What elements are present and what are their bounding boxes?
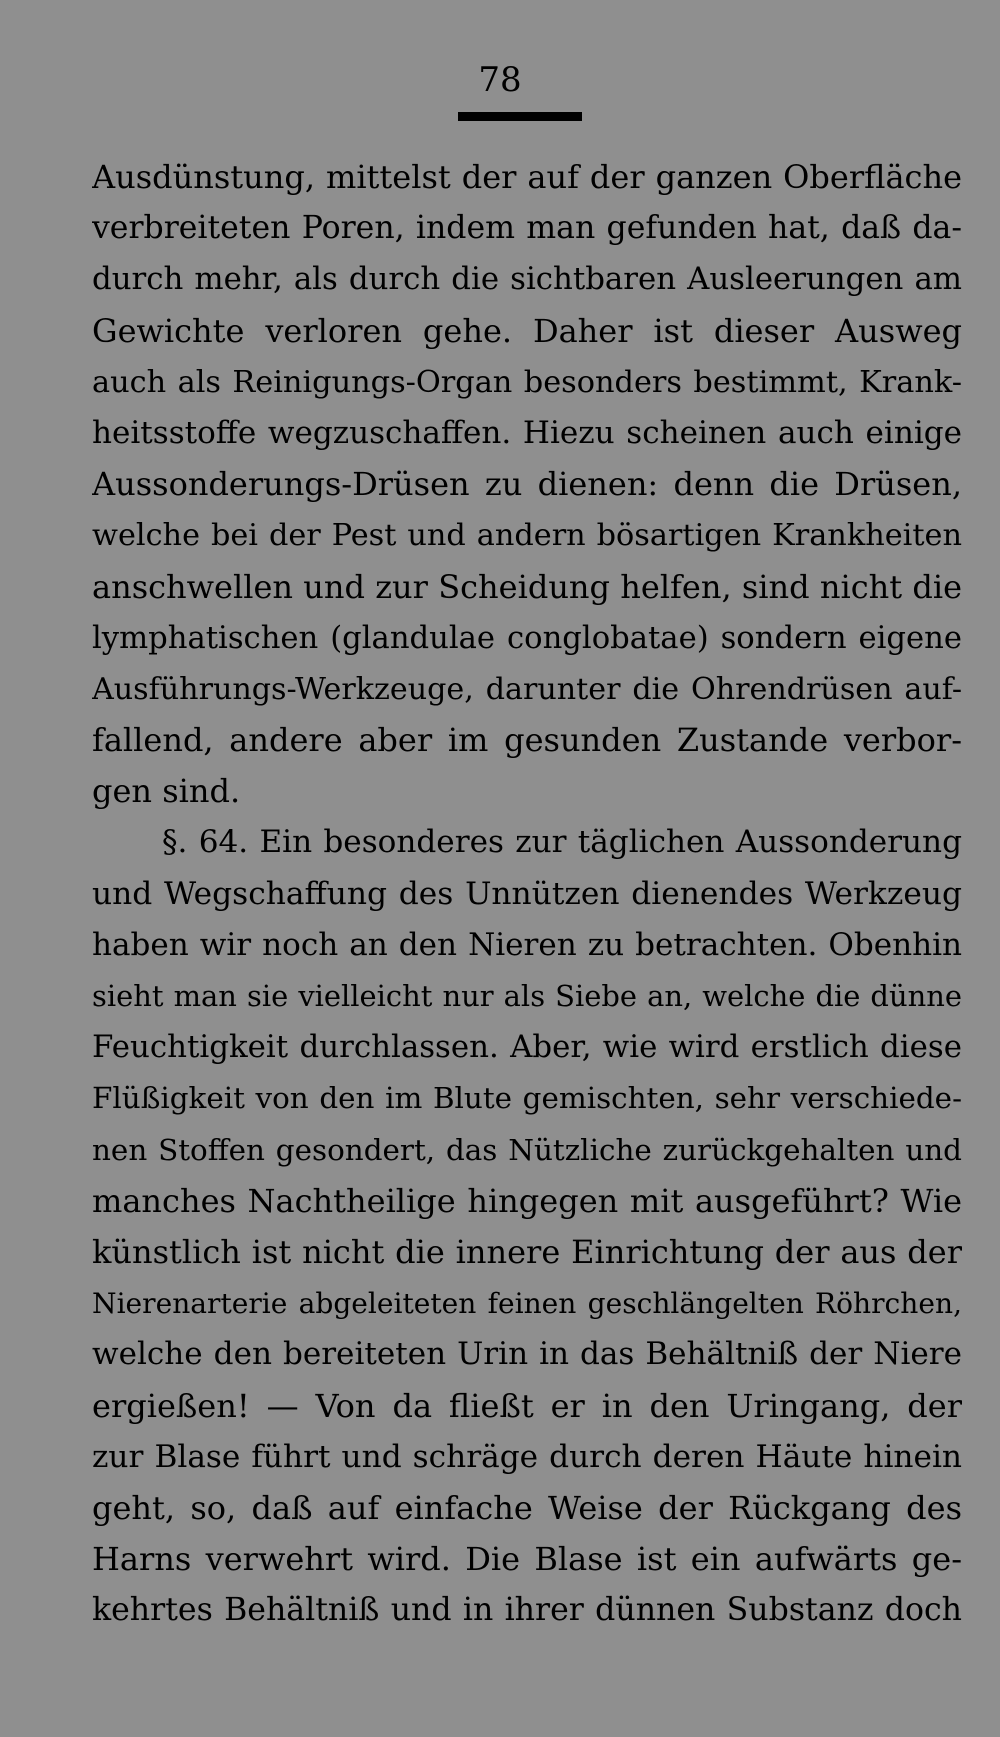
text-line: heitsstoffe wegzuschaffen. Hiezu scheinen auch einige xyxy=(92,414,962,451)
text-line: Feuchtigkeit durchlassen. Aber, wie wird erstlich diese xyxy=(92,1029,962,1066)
text-line: kehrtes Behältniß und in ihrer dünnen Substanz doch xyxy=(92,1592,962,1629)
text-line: nen Stoffen gesondert, das Nützliche zurückgehalten und xyxy=(92,1132,962,1167)
text-line: künstlich ist nicht die innere Einrichtung der aus der xyxy=(92,1232,962,1271)
text-line: welche den bereiteten Urin in das Behältniß der Niere xyxy=(92,1336,962,1373)
text-line: durch mehr, als durch die sichtbaren Ausleerungen am xyxy=(92,261,962,298)
text-line: haben wir noch an den Nieren zu betrachten. Obenhin xyxy=(92,926,962,963)
header-rule xyxy=(458,112,582,121)
text-line: verbreiteten Poren, indem man gefunden hat, daß da- xyxy=(92,210,962,247)
text-line: ergießen! — Von da fließt er in den Uringang, der xyxy=(92,1386,962,1425)
body-text xyxy=(92,152,962,1636)
text-line: Flüßigkeit von den im Blute gemischten, sehr verschiede- xyxy=(92,1081,962,1116)
text-line: und Wegschaffung des Unnützen dienendes Werkzeug xyxy=(92,875,962,912)
text-line: welche bei der Pest und andern bösartigen Krankheiten xyxy=(92,518,962,554)
text-line: geht, so, daß auf einfache Weise der Rückgang des xyxy=(92,1488,962,1527)
text-line: auch als Reinigungs-Organ besonders bestimmt, Krank- xyxy=(92,364,962,400)
page-number: 78 xyxy=(478,60,522,100)
text-line: fallend, andere aber im gesunden Zustande verbor- xyxy=(92,721,962,760)
text-line: Aussonderungs-Drüsen zu dienen: denn die Drüsen, xyxy=(92,465,962,504)
text-line: Gewichte verloren gehe. Daher ist dieser Ausweg xyxy=(92,311,962,350)
text-line: Harns verwehrt wird. Die Blase ist ein aufwärts ge- xyxy=(92,1540,962,1579)
text-line: manches Nachtheilige hingegen mit ausgeführt? Wie xyxy=(92,1181,962,1220)
section-heading-line: §. 64. Ein besonderes zur täglichen Aussonderung xyxy=(162,824,962,861)
text-line: anschwellen und zur Scheidung helfen, sind nicht die xyxy=(92,567,962,606)
text-line: Ausdünstung, mittelst der auf der ganzen Oberfläche xyxy=(92,158,962,196)
text-line: sieht man sie vielleicht nur als Siebe an, welche die dünne xyxy=(92,979,962,1013)
text-line: gen sind. xyxy=(92,772,241,811)
text-line: zur Blase führt und schräge durch deren Häute hinein xyxy=(92,1438,962,1475)
text-line: Ausführungs-Werkzeuge, darunter die Ohrendrüsen auf- xyxy=(92,671,962,707)
text-line: lymphatischen (glandulae conglobatae) sondern eigene xyxy=(92,620,962,656)
text-line: Nierenarterie abgeleiteten feinen geschlängelten Röhrchen, xyxy=(92,1287,962,1321)
